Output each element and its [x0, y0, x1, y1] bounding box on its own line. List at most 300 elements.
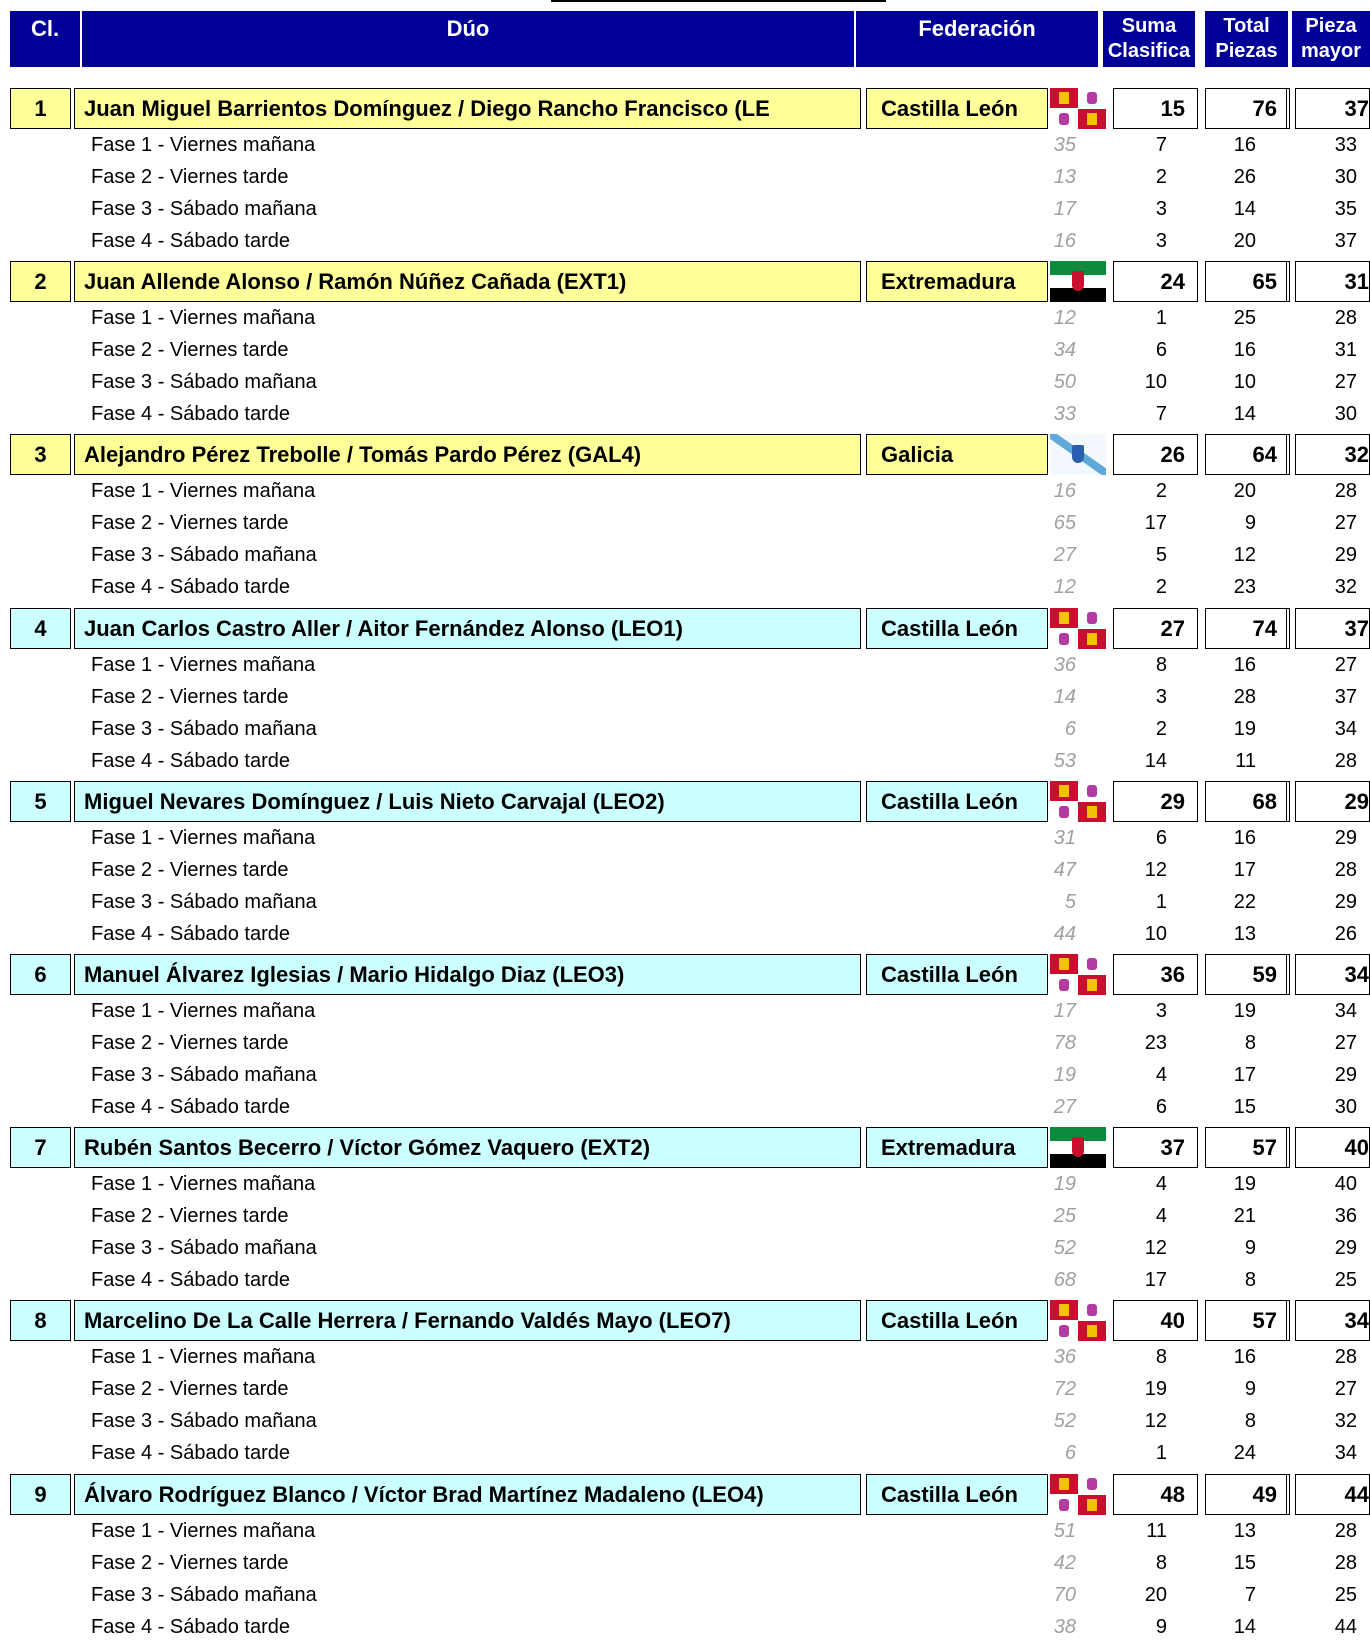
duo-cell	[74, 954, 861, 995]
rank: 6	[34, 961, 47, 987]
phase-points: 27	[1053, 1096, 1076, 1118]
phase-position: 2	[1155, 480, 1167, 502]
phase-max-piece: 28	[1334, 859, 1357, 881]
phase-points: 35	[1053, 134, 1076, 156]
phase-row	[0, 919, 1370, 951]
rank-cell	[10, 1127, 71, 1168]
phase-row	[0, 476, 1370, 508]
duo-name: Juan Miguel Barrientos Domínguez / Diego Rancho Francisco (LE	[84, 95, 770, 121]
result-row	[10, 1127, 1370, 1168]
phase-total-pieces: 16	[1233, 339, 1256, 361]
phase-label: Fase 4 - Sábado tarde	[91, 1269, 291, 1291]
phase-points: 25	[1053, 1205, 1076, 1227]
total-cell	[1205, 434, 1290, 475]
phase-row	[0, 540, 1370, 572]
castilla-leon-flag-icon	[1050, 781, 1106, 822]
phase-points: 42	[1053, 1552, 1076, 1574]
phase-row	[0, 1092, 1370, 1124]
phase-position: 7	[1155, 134, 1167, 156]
phase-label: Fase 2 - Viernes tarde	[91, 1205, 289, 1227]
phase-label: Fase 3 - Sábado mañana	[91, 1237, 317, 1259]
phase-points: 16	[1053, 480, 1076, 502]
phase-label: Fase 2 - Viernes tarde	[91, 686, 289, 708]
phase-points: 78	[1053, 1032, 1076, 1054]
duo-cell	[74, 1127, 861, 1168]
phase-total-pieces: 16	[1233, 654, 1256, 676]
duo-cell	[74, 88, 861, 129]
phase-max-piece: 30	[1334, 166, 1357, 188]
phase-row	[0, 303, 1370, 335]
total-value: 49	[1252, 1481, 1277, 1507]
phase-max-piece: 28	[1334, 1520, 1357, 1542]
phase-row	[0, 1028, 1370, 1060]
phase-total-pieces: 17	[1233, 1064, 1256, 1086]
phase-label: Fase 4 - Sábado tarde	[91, 750, 291, 772]
pieza-value: 37	[1344, 615, 1369, 641]
phase-label: Fase 3 - Sábado mañana	[91, 1584, 317, 1606]
phase-total-pieces: 25	[1233, 307, 1256, 329]
phase-total-pieces: 8	[1244, 1269, 1256, 1291]
rank-cell	[10, 1300, 71, 1341]
phase-total-pieces: 11	[1235, 750, 1256, 772]
header-suma-line1: Suma	[1121, 15, 1177, 37]
phase-points: 70	[1053, 1584, 1076, 1606]
phase-row	[0, 508, 1370, 540]
pieza-cell	[1295, 1300, 1370, 1341]
phase-max-piece: 27	[1334, 512, 1357, 534]
header-suma-line2: Clasifica	[1107, 40, 1191, 62]
phase-label: Fase 1 - Viernes mañana	[91, 827, 316, 849]
pieza-value: 31	[1344, 268, 1369, 294]
phase-total-pieces: 9	[1244, 1237, 1256, 1259]
phase-position: 17	[1144, 512, 1167, 534]
duo-name: Juan Carlos Castro Aller / Aitor Fernández Alonso (LEO1)	[84, 615, 683, 641]
phase-total-pieces: 19	[1233, 1173, 1256, 1195]
phase-points: 16	[1053, 230, 1076, 252]
result-row	[10, 434, 1370, 475]
result-row	[10, 781, 1370, 822]
phase-position: 10	[1144, 923, 1167, 945]
phase-points: 50	[1053, 371, 1076, 393]
total-value: 65	[1252, 268, 1277, 294]
phase-max-piece: 28	[1334, 1552, 1357, 1574]
federacion-name: Castilla León	[881, 961, 1018, 987]
suma-value: 15	[1160, 95, 1185, 121]
phase-position: 2	[1155, 166, 1167, 188]
phase-max-piece: 29	[1334, 544, 1357, 566]
phase-points: 44	[1053, 923, 1076, 945]
pieza-value: 37	[1344, 95, 1369, 121]
phase-total-pieces: 19	[1233, 1000, 1256, 1022]
phase-label: Fase 4 - Sábado tarde	[91, 403, 291, 425]
phase-label: Fase 3 - Sábado mañana	[91, 544, 317, 566]
duo-name: Manuel Álvarez Iglesias / Mario Hidalgo Diaz (LEO3)	[84, 961, 625, 987]
phase-position: 4	[1155, 1173, 1167, 1195]
suma-cell	[1113, 608, 1198, 649]
pieza-cell	[1295, 261, 1370, 302]
phase-row	[0, 1265, 1370, 1297]
total-cell	[1205, 261, 1290, 302]
phase-points: 33	[1053, 403, 1076, 425]
total-cell	[1205, 781, 1290, 822]
pieza-value: 44	[1344, 1481, 1369, 1507]
result-row	[10, 1474, 1370, 1515]
phase-position: 11	[1146, 1520, 1167, 1542]
double-rule	[1286, 1127, 1289, 1168]
duo-cell	[74, 261, 861, 302]
phase-points: 52	[1053, 1410, 1076, 1432]
phase-points: 5	[1064, 891, 1076, 913]
result-row	[10, 954, 1370, 995]
double-rule	[1286, 88, 1289, 129]
phase-total-pieces: 21	[1233, 1205, 1256, 1227]
phase-label: Fase 3 - Sábado mañana	[91, 1410, 317, 1432]
phase-row	[0, 1342, 1370, 1374]
phase-label: Fase 2 - Viernes tarde	[91, 1378, 289, 1400]
pieza-value: 29	[1344, 788, 1369, 814]
total-cell	[1205, 954, 1290, 995]
phase-points: 6	[1064, 1442, 1076, 1464]
phase-points: 19	[1053, 1064, 1076, 1086]
phase-label: Fase 4 - Sábado tarde	[91, 576, 291, 598]
suma-cell	[1113, 1474, 1198, 1515]
phase-row	[0, 1438, 1370, 1470]
phase-position: 12	[1144, 1237, 1167, 1259]
phase-points: 51	[1053, 1520, 1076, 1542]
phase-total-pieces: 16	[1233, 134, 1256, 156]
header-pieza	[1292, 11, 1370, 67]
phase-max-piece: 31	[1334, 339, 1357, 361]
phase-max-piece: 29	[1334, 1064, 1357, 1086]
phase-max-piece: 25	[1334, 1269, 1357, 1291]
phase-row	[0, 1060, 1370, 1092]
phase-position: 8	[1155, 654, 1167, 676]
phase-max-piece: 35	[1334, 198, 1357, 220]
pieza-value: 32	[1344, 441, 1369, 467]
phase-row	[0, 572, 1370, 604]
result-row	[10, 88, 1370, 129]
phase-label: Fase 1 - Viernes mañana	[91, 1173, 316, 1195]
suma-cell	[1113, 88, 1198, 129]
rank: 8	[34, 1307, 47, 1333]
phase-label: Fase 1 - Viernes mañana	[91, 307, 316, 329]
double-rule	[1286, 608, 1289, 649]
phase-points: 72	[1053, 1378, 1076, 1400]
phase-points: 36	[1053, 654, 1076, 676]
phase-total-pieces: 26	[1233, 166, 1256, 188]
rank: 4	[34, 615, 47, 641]
phase-total-pieces: 23	[1233, 576, 1256, 598]
phase-position: 2	[1155, 718, 1167, 740]
total-value: 76	[1252, 95, 1277, 121]
federacion-name: Extremadura	[881, 268, 1016, 294]
phase-position: 14	[1144, 750, 1167, 772]
suma-value: 48	[1160, 1481, 1185, 1507]
phase-points: 12	[1053, 576, 1076, 598]
phase-row	[0, 746, 1370, 778]
rank-cell	[10, 781, 71, 822]
phase-row	[0, 855, 1370, 887]
phase-position: 17	[1144, 1269, 1167, 1291]
header-total-line1: Total	[1223, 15, 1270, 37]
phase-label: Fase 4 - Sábado tarde	[91, 923, 291, 945]
double-rule	[1286, 781, 1289, 822]
suma-value: 26	[1160, 441, 1185, 467]
phase-max-piece: 28	[1334, 307, 1357, 329]
phase-points: 52	[1053, 1237, 1076, 1259]
phase-row	[0, 335, 1370, 367]
pieza-cell	[1295, 1127, 1370, 1168]
header-suma	[1103, 11, 1195, 67]
duo-name: Juan Allende Alonso / Ramón Núñez Cañada (EXT1)	[84, 268, 627, 294]
suma-cell	[1113, 261, 1198, 302]
phase-total-pieces: 9	[1244, 1378, 1256, 1400]
phase-label: Fase 2 - Viernes tarde	[91, 166, 289, 188]
castilla-leon-flag-icon	[1050, 1474, 1106, 1515]
double-rule	[1286, 1474, 1289, 1515]
phase-max-piece: 33	[1334, 134, 1357, 156]
duo-cell	[74, 1300, 861, 1341]
rank-cell	[10, 434, 71, 475]
suma-cell	[1113, 954, 1198, 995]
suma-value: 37	[1160, 1134, 1185, 1160]
rank: 5	[34, 788, 47, 814]
duo-cell	[74, 1474, 861, 1515]
phase-points: 34	[1053, 339, 1076, 361]
phase-row	[0, 130, 1370, 162]
phase-points: 19	[1053, 1173, 1076, 1195]
phase-position: 1	[1155, 307, 1167, 329]
phase-row	[0, 399, 1370, 431]
extremadura-flag-icon	[1050, 1127, 1106, 1168]
federacion-name: Castilla León	[881, 788, 1018, 814]
header-pieza-line2: mayor	[1300, 40, 1362, 62]
phase-total-pieces: 20	[1233, 230, 1256, 252]
phase-max-piece: 27	[1334, 654, 1357, 676]
phase-position: 3	[1155, 198, 1167, 220]
header-duo-label: Dúo	[446, 16, 490, 41]
double-rule	[1286, 434, 1289, 475]
phase-row	[0, 1169, 1370, 1201]
phase-position: 3	[1155, 686, 1167, 708]
phase-position: 2	[1155, 576, 1167, 598]
galicia-flag-icon	[1050, 434, 1106, 475]
phase-points: 65	[1053, 512, 1076, 534]
pieza-cell	[1295, 1474, 1370, 1515]
phase-max-piece: 27	[1334, 371, 1357, 393]
phase-max-piece: 28	[1334, 750, 1357, 772]
phase-row	[0, 887, 1370, 919]
phase-position: 12	[1144, 1410, 1167, 1432]
phase-points: 17	[1053, 1000, 1076, 1022]
federacion-name: Castilla León	[881, 1481, 1018, 1507]
phase-row	[0, 650, 1370, 682]
phase-total-pieces: 17	[1233, 859, 1256, 881]
total-value: 59	[1252, 961, 1277, 987]
phase-label: Fase 4 - Sábado tarde	[91, 1096, 291, 1118]
phase-position: 19	[1144, 1378, 1167, 1400]
duo-name: Miguel Nevares Domínguez / Luis Nieto Carvajal (LEO2)	[84, 788, 665, 814]
phase-position: 3	[1155, 1000, 1167, 1022]
phase-position: 8	[1155, 1552, 1167, 1574]
phase-position: 6	[1155, 339, 1167, 361]
rank-cell	[10, 261, 71, 302]
phase-row	[0, 1548, 1370, 1580]
result-row	[10, 261, 1370, 302]
phase-label: Fase 2 - Viernes tarde	[91, 1552, 289, 1574]
phase-points: 53	[1053, 750, 1076, 772]
federacion-name: Extremadura	[881, 1134, 1016, 1160]
rank: 7	[34, 1134, 47, 1160]
phase-label: Fase 1 - Viernes mañana	[91, 1000, 316, 1022]
phase-position: 10	[1144, 371, 1167, 393]
duo-cell	[74, 608, 861, 649]
suma-cell	[1113, 1127, 1198, 1168]
double-rule	[1286, 261, 1289, 302]
phase-row	[0, 194, 1370, 226]
total-value: 64	[1252, 441, 1277, 467]
phase-max-piece: 28	[1334, 480, 1357, 502]
phase-row	[0, 1201, 1370, 1233]
phase-max-piece: 40	[1334, 1173, 1357, 1195]
phase-position: 1	[1155, 891, 1167, 913]
phase-row	[0, 1516, 1370, 1548]
federacion-name: Castilla León	[881, 615, 1018, 641]
phase-row	[0, 714, 1370, 746]
castilla-leon-flag-icon	[1050, 954, 1106, 995]
duo-name: Álvaro Rodríguez Blanco / Víctor Brad Martínez Madaleno (LEO4)	[84, 1481, 764, 1507]
phase-total-pieces: 19	[1233, 718, 1256, 740]
rank-cell	[10, 608, 71, 649]
phase-row	[0, 996, 1370, 1028]
phase-label: Fase 2 - Viernes tarde	[91, 1032, 289, 1054]
duo-cell	[74, 781, 861, 822]
phase-max-piece: 34	[1334, 718, 1357, 740]
phase-points: 6	[1064, 718, 1076, 740]
suma-value: 24	[1160, 268, 1185, 294]
phase-row	[0, 1233, 1370, 1265]
phase-points: 12	[1053, 307, 1076, 329]
pieza-cell	[1295, 608, 1370, 649]
total-value: 57	[1252, 1307, 1277, 1333]
phase-label: Fase 4 - Sábado tarde	[91, 230, 291, 252]
federacion-name: Castilla León	[881, 1307, 1018, 1333]
phase-row	[0, 823, 1370, 855]
phase-label: Fase 3 - Sábado mañana	[91, 718, 317, 740]
phase-row	[0, 1612, 1370, 1644]
rank-cell	[10, 954, 71, 995]
total-cell	[1205, 1474, 1290, 1515]
phase-max-piece: 29	[1334, 827, 1357, 849]
pieza-cell	[1295, 781, 1370, 822]
phase-label: Fase 1 - Viernes mañana	[91, 654, 316, 676]
phase-position: 4	[1155, 1064, 1167, 1086]
phase-points: 38	[1053, 1616, 1076, 1638]
phase-label: Fase 1 - Viernes mañana	[91, 134, 316, 156]
phase-total-pieces: 14	[1233, 198, 1256, 220]
castilla-leon-flag-icon	[1050, 608, 1106, 649]
rank-cell	[10, 88, 71, 129]
total-cell	[1205, 88, 1290, 129]
phase-total-pieces: 8	[1244, 1032, 1256, 1054]
phase-total-pieces: 14	[1233, 1616, 1256, 1638]
castilla-leon-flag-icon	[1050, 88, 1106, 129]
phase-position: 23	[1144, 1032, 1167, 1054]
phase-total-pieces: 13	[1233, 923, 1256, 945]
suma-value: 29	[1160, 788, 1185, 814]
pieza-cell	[1295, 954, 1370, 995]
phase-row	[0, 1406, 1370, 1438]
phase-position: 20	[1144, 1584, 1167, 1606]
phase-total-pieces: 10	[1233, 371, 1256, 393]
phase-position: 8	[1155, 1346, 1167, 1368]
phase-points: 27	[1053, 544, 1076, 566]
phase-label: Fase 4 - Sábado tarde	[91, 1442, 291, 1464]
phase-label: Fase 3 - Sábado mañana	[91, 1064, 317, 1086]
phase-label: Fase 1 - Viernes mañana	[91, 1346, 316, 1368]
duo-name: Rubén Santos Becerro / Víctor Gómez Vaquero (EXT2)	[84, 1134, 651, 1160]
phase-position: 5	[1155, 544, 1167, 566]
header-total-line2: Piezas	[1215, 40, 1278, 62]
phase-position: 1	[1155, 1442, 1167, 1464]
phase-total-pieces: 20	[1233, 480, 1256, 502]
phase-row	[0, 1374, 1370, 1406]
total-value: 68	[1252, 788, 1277, 814]
total-cell	[1205, 608, 1290, 649]
suma-cell	[1113, 434, 1198, 475]
phase-total-pieces: 24	[1233, 1442, 1256, 1464]
phase-total-pieces: 22	[1233, 891, 1256, 913]
phase-position: 9	[1155, 1616, 1167, 1638]
phase-max-piece: 25	[1334, 1584, 1357, 1606]
phase-total-pieces: 13	[1233, 1520, 1256, 1542]
phase-total-pieces: 9	[1244, 512, 1256, 534]
pieza-cell	[1295, 88, 1370, 129]
header-federacion-label: Federación	[918, 16, 1036, 41]
suma-value: 27	[1160, 615, 1185, 641]
total-cell	[1205, 1300, 1290, 1341]
phase-row	[0, 682, 1370, 714]
federacion-name: Galicia	[881, 441, 954, 467]
rank: 1	[34, 95, 47, 121]
phase-label: Fase 1 - Viernes mañana	[91, 1520, 316, 1542]
phase-max-piece: 34	[1334, 1000, 1357, 1022]
pieza-value: 34	[1344, 1307, 1369, 1333]
phase-label: Fase 3 - Sábado mañana	[91, 198, 317, 220]
duo-name: Alejandro Pérez Trebolle / Tomás Pardo Pérez (GAL4)	[84, 441, 642, 467]
double-rule	[1286, 1300, 1289, 1341]
phase-label: Fase 2 - Viernes tarde	[91, 339, 289, 361]
phase-max-piece: 26	[1334, 923, 1357, 945]
rank: 2	[34, 268, 47, 294]
phase-total-pieces: 16	[1233, 1346, 1256, 1368]
phase-position: 7	[1155, 403, 1167, 425]
castilla-leon-flag-icon	[1050, 1300, 1106, 1341]
duo-name: Marcelino De La Calle Herrera / Fernando Valdés Mayo (LEO7)	[84, 1307, 731, 1333]
phase-position: 3	[1155, 230, 1167, 252]
header-duo	[82, 11, 854, 67]
rank: 9	[34, 1481, 47, 1507]
extremadura-flag-icon	[1050, 261, 1106, 302]
phase-max-piece: 27	[1334, 1032, 1357, 1054]
suma-cell	[1113, 781, 1198, 822]
rank: 3	[34, 441, 47, 467]
phase-total-pieces: 14	[1233, 403, 1256, 425]
phase-label: Fase 1 - Viernes mañana	[91, 480, 316, 502]
phase-max-piece: 30	[1334, 1096, 1357, 1118]
phase-max-piece: 30	[1334, 403, 1357, 425]
phase-row	[0, 1580, 1370, 1612]
